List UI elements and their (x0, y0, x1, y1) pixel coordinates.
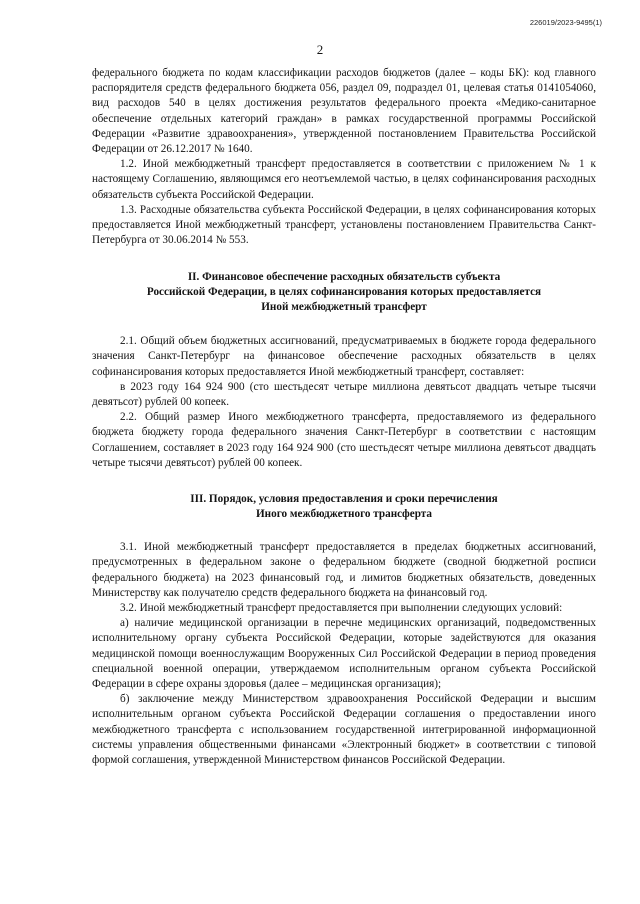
section-3-title (92, 492, 596, 521)
paragraph-1-2: 1.2. Иной межбюджетный трансферт предоставляется в соответствии с приложением № 1 к настоящему Соглашению, являющимся его неотъемлемой частью, в целях софинансирования расходных обязательств субъекта Российской Федерации. (92, 158, 596, 201)
section-3-title-line-1: III. Порядок, условия предоставления и сроки перечисления (190, 493, 498, 506)
paragraph-1-3: 1.3. Расходные обязательства субъекта Российской Федерации, в целях софинансирования которых предоставляется Иной межбюджетный трансферт, установлены постановлением Правительства Санкт-Петербурга от 30.06.2014 № 553. (92, 203, 596, 247)
paragraph-3-2: 3.2. Иной межбюджетный трансферт предоставляется при выполнении следующих условий: (120, 602, 563, 615)
section-2-title-line-3: Иной межбюджетный трансферт (261, 300, 427, 313)
paragraph-2-1-amount: в 2023 году 164 924 900 (сто шестьдесят четыре миллиона девятьсот двадцать четыре тысячи девятьсот) рублей 00 копеек. (92, 380, 596, 409)
document-body (92, 66, 596, 768)
section-2-title (92, 270, 596, 314)
paragraph-2-1: 2.1. Общий объем бюджетных ассигнований, предусматриваемых в бюджете города федерального значения Санкт-Петербург на финансовое обеспечение расходных обязательств в целях софинансирования которых предоставляется Иной межбюджетный трансферт, составляет: (92, 335, 596, 378)
document-id: 226019/2023-9495(1) (529, 18, 602, 27)
section-2-title-line-1: II. Финансовое обеспечение расходных обязательств субъекта (187, 271, 501, 284)
paragraph-1-1-continuation: федерального бюджета по кодам классификации расходов бюджетов (далее – коды БК): код главного распорядителя средств федерального бюджета 056, раздел 09, подраздел 01, целевая статья 0141054060, вид расходов 540 в целях достижения результатов федерального проекта «Медико-санитарное обеспечение отдельных категорий граждан» в рамках государственной программы Российской Федерации «Развитие здравоохранения», утвержденной постановлением Правительства Российской Федерации от 26.12.2017 № 1640. (92, 67, 596, 156)
page-number: 2 (316, 42, 324, 57)
section-3-title-line-2: Иного межбюджетного трансферта (255, 507, 433, 520)
paragraph-2-2: 2.2. Общий размер Иного межбюджетного трансферта, предоставляемого из федерального бюджета бюджету города федерального значения Санкт-Петербург в соответствии с настоящим Соглашением, составляет в 2023 году 164 924 900 (сто шестьдесят четыре миллиона девятьсот двадцать четыре тысячи девятьсот) рублей 00 копеек. (92, 411, 596, 469)
paragraph-3-1: 3.1. Иной межбюджетный трансферт предоставляется в пределах бюджетных ассигнований, предусмотренных в федеральном законе о федеральном бюджете (сводной бюджетной росписи федерального бюджета) на 2023 финансовый год, и лимитов бюджетных обязательств, доведенных Министерству как получателю средств федерального бюджета на финансовый год. (92, 541, 596, 599)
paragraph-3-2-a: а) наличие медицинской организации в перечне медицинских организаций, подведомственных исполнительному органу субъекта Российской Федерации, которые задействуются для оказания медицинской помощи военнослужащим Вооруженных Сил Российской Федерации в период проведения специальной военной операции, утверждаемом исполнительным органом субъекта Российской Федерации в сфере охраны здоровья (далее – медицинская организация); (92, 617, 596, 691)
paragraph-3-2-b: б) заключение между Министерством здравоохранения Российской Федерации и высшим исполнительным органом субъекта Российской Федерации соглашения о предоставлении иного межбюджетного трансферта с использованием государственной интегрированной информационной системы управления общественными финансами «Электронный бюджет» в соответствии с типовой формой соглашения, утвержденной Министерством финансов Российской Федерации. (92, 693, 596, 767)
section-2-title-line-2: Российской Федерации, в целях софинансирования которых предоставляется (146, 286, 542, 299)
